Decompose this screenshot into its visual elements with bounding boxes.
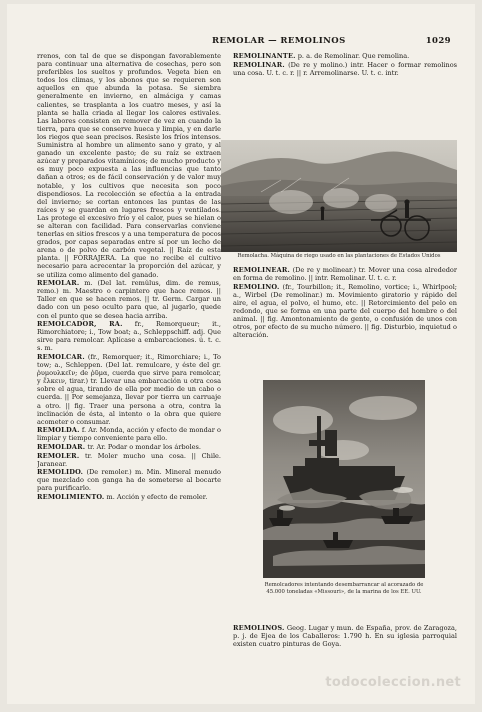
headword-remolimiento: REMOLIMIENTO.	[37, 493, 105, 502]
entry-remolido	[37, 468, 221, 492]
irrigation-photo-graphic	[221, 140, 457, 252]
definition-remolcador: fr., Remorqueur; it., Rimorchiatore; i., Tow boat; a., Schleppschiff. adj. Que sirve para remolcar. Aplícase a embarcaciones. ú. t. c. s. m.	[37, 320, 221, 353]
definition-remolinar: (De re y molino.) intr. Hacer o formar remolinos una cosa. U. t. c. r. || r. Arremolinarse. U. t. c. intr.	[233, 60, 457, 77]
headword-remolcador: REMOLCADOR, RA.	[37, 320, 123, 329]
headword-remolcar: REMOLCAR.	[37, 352, 85, 361]
definition-remoler: tr. Moler mucho una cosa. || Chile. Jaranear.	[37, 451, 221, 468]
entry-remoler	[37, 452, 221, 468]
headword-remoldar: REMOLDAR.	[37, 443, 86, 451]
headword-remolinar: REMOLINAR.	[233, 60, 285, 69]
headword-remoler: REMOLER.	[37, 451, 80, 460]
entry-remolinos	[233, 624, 457, 648]
headword-remolda: REMOLDA.	[37, 426, 80, 435]
definition-remolinear: (De re y molinear.) tr. Mover una cosa alrededor en forma de remolino. || intr. Remolinar. U. t. c. r.	[233, 266, 457, 283]
definition-remolda: f. Ar. Monda, acción y efecto de mondar o limpiar y tiempo conveniente para ello.	[37, 426, 221, 443]
headword-remolar: REMOLAR.	[37, 279, 80, 288]
headword-remolinos: REMOLINOS.	[233, 624, 285, 632]
definition-remolimiento: m. Acción y efecto de remoler.	[106, 493, 208, 502]
tugboats-photo-graphic	[263, 380, 425, 578]
headword-remolino: REMOLINO.	[233, 282, 280, 291]
caption-irrigation-photo: Remolacha. Máquina de riego usado en las plantaciones de Estados Unidos	[237, 253, 441, 259]
photo-tugboats-battleship	[263, 380, 425, 578]
headword-remolinear: REMOLINEAR.	[233, 266, 291, 274]
entry-remolinar	[233, 61, 457, 77]
definition-remolino: (fr., Tourbillon; it., Remolino, vortice; i., Whirlpool; a., Wirbel (De remolinar.) m. Movimiento giratorio y rápido del aire, el agua, el polvo, el humo, etc. || Retorcimiento del pelo en redondo, que se forma en una parte del cuerpo del hombre o del animal. || fig. Amontonamiento de gente, o confusión de unos con otros, por efecto de su mucho número. || fig. Disturbio, inquietud o alteración.	[233, 282, 457, 340]
definition-remoldar: tr. Ar. Podar o mondar los árboles.	[87, 443, 201, 451]
running-head-title: REMOLAR — REMOLINOS	[212, 36, 346, 46]
entry-remolimiento	[37, 493, 221, 501]
definition-remolinos: Geog. Lugar y mun. de España, prov. de Zaragoza, p. j. de Ejea de los Caballeros: 1.790 h. En su iglesia parroquial existen cuatro pinturas de Goya.	[233, 624, 457, 649]
headword-remolinante: REMOLINANTE.	[233, 52, 296, 60]
definition-remolinante: p. a. de Remolinar. Que remolina.	[297, 52, 410, 60]
entry-remolinear	[233, 266, 457, 282]
left-column	[37, 52, 221, 640]
remolacha-tail: . La que no recibe el cultivo necesario para acrecentar la proporción del azúcar, y se utiliza como alimento del ganado.	[37, 254, 221, 279]
entry-remolda	[37, 426, 221, 442]
entry-remolacha-continued	[37, 52, 221, 279]
entry-remolcador	[37, 320, 221, 352]
definition-remolido: (De remoler.) m. Min. Mineral menudo que mezclado con ganga ha de someterse al bocarte para purificarlo.	[37, 468, 221, 493]
remolacha-text: rrenos, con tal de que se dispongan favorablemente para continuar una alternativa de cosechas, pero son preferibles los sueltos y profundos. Vegeta bien en todos los climas, y los abonos que se requieren son aquellos en que abunda la potasa. Se siembra generalmente en invierno, en almáciga y camas calientes, se trasplanta a los cuatro meses, y así la planta se halla criada al llegar los calores estivales. Las labores consisten en remover de vez en cuando la tierra, para que se conserve hueca y limpia, y en darle los riegos que sean precisos. Resiste los fríos intensos. Suministra al hombre un alimento sano y grato, y al ganado un excelente pasto; de su raíz se extraen azúcar y preparados vitamínicos; de mucho producto y es muy poco expuesta a las influencias que tanto dañan a otros; es de fácil conservación y de valor muy notable, y los cultivos que necesita son poco dispendiosos. La recolección se efectúa a la entrada del invierno; se cortan entonces las puntas de las raíces y se guardan en lugares frescos y ventilados. Las protege el excesivo frío y el calor, pues se hielan o se alteran con facilidad. Para conservarlas conviene tenerlas en sitios frescos y a una temperatura de pocos grados, por capas separadas entre sí por un lecho de arena o de polvo de carbón vegetal. || Raíz de esta planta. ||	[37, 52, 221, 263]
entry-remoldar	[37, 443, 221, 451]
headword-remolido: REMOLIDO.	[37, 468, 84, 477]
entry-remolar	[37, 279, 221, 319]
running-head	[37, 36, 451, 48]
encyclopedia-page	[7, 4, 475, 704]
definition-remolcar: (fr., Remorquer; it., Rimorchiare; i., To tow; a., Schleppen. (Del lat. remulcare, y éste del gr. ῥυμουλκεῖν; de ῥῦμα, cuerda que sirve para remolcar, y ἕλκειν, tirar.) tr. Llevar una embarcación u otra cosa sobre el agua, tirando de ella por medio de un cabo o cuerda. || Por semejanza, llevar por tierra un carruaje a otro. || fig. Traer una persona a otra, contra la inclinación de ésta, al intento o la obra que quiere acometer o consumar.	[37, 352, 221, 426]
caption-tugboats-photo: Remolcadores intentando desembarrancar al acorazado de 45.000 toneladas «Missouri», de la marina de los EE. UU.	[264, 582, 424, 595]
photo-irrigation-machine	[221, 140, 457, 252]
page-number: 1029	[425, 36, 451, 46]
watermark: todocoleccion.net	[325, 675, 461, 690]
entry-remolinante	[233, 52, 457, 60]
xref-forrajera: FORRAJERA	[73, 254, 115, 263]
right-column-bottom	[233, 624, 457, 658]
definition-remolar: m. (Del lat. remŭlus, dim. de remus, remo.) m. Maestro o carpintero que hace remos. || Taller en que se hacen remos. || tr. Germ. Cargar un dado con un peso oculto para que, al jugarlo, quede con el punto que se desea hacia arriba.	[37, 279, 221, 320]
right-column-top	[233, 52, 457, 132]
entry-remolcar	[37, 353, 221, 426]
entry-remolino	[233, 283, 457, 340]
right-column-middle	[233, 266, 457, 376]
